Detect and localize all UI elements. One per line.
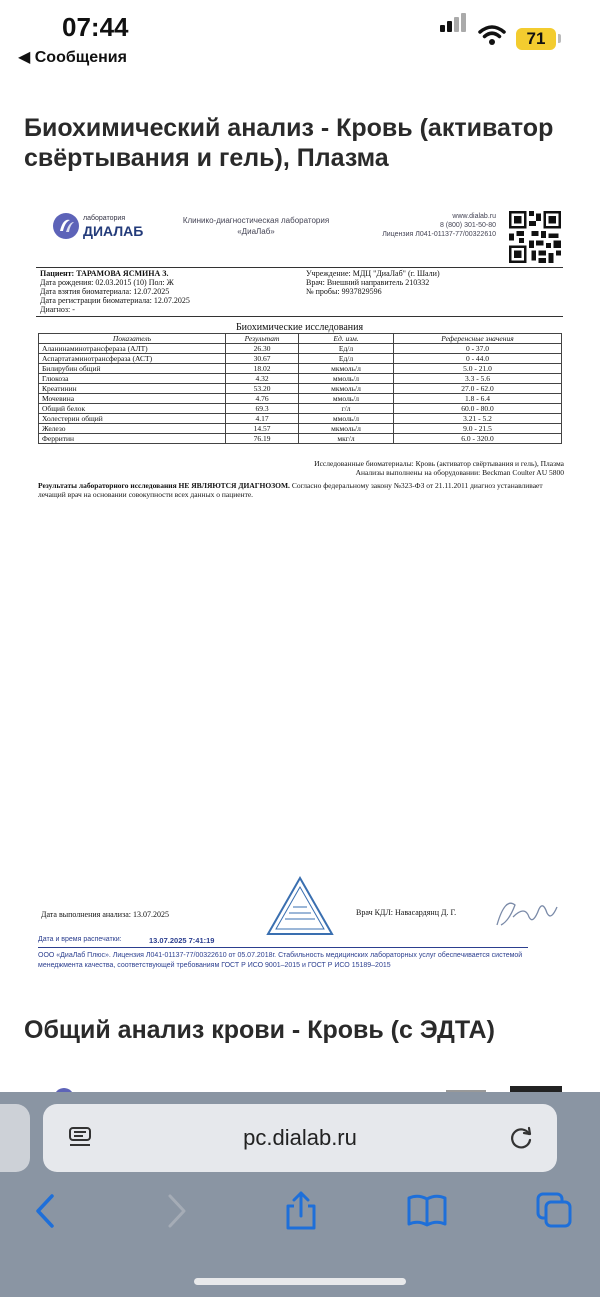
cell-reference: 6.0 - 320.0 bbox=[394, 434, 562, 444]
cell-parameter: Аланинаминотрансфераза (АЛТ) bbox=[39, 344, 226, 354]
tabs-icon[interactable] bbox=[534, 1190, 574, 1230]
table-row bbox=[39, 344, 562, 354]
cell-reference: 0 - 44.0 bbox=[394, 354, 562, 364]
print-datetime: 13.07.2025 7:41:19 bbox=[149, 936, 215, 945]
cell-result: 4.32 bbox=[226, 374, 299, 384]
cell-unit: мкмоль/л bbox=[299, 384, 394, 394]
contact-site: www.dialab.ru bbox=[452, 213, 496, 220]
table-row bbox=[39, 384, 562, 394]
cell-reference: 9.0 - 21.5 bbox=[394, 424, 562, 434]
conclusion bbox=[38, 481, 562, 499]
certification-stamp-icon bbox=[265, 875, 335, 937]
status-bar bbox=[0, 0, 600, 80]
cell-parameter: Общий белок bbox=[39, 404, 226, 414]
execution-date: Дата выполнения анализа: 13.07.2025 bbox=[41, 910, 169, 919]
kdl-doctor: Врач КДЛ: Навасардянц Д. Г. bbox=[356, 908, 457, 917]
lab-description bbox=[171, 215, 341, 237]
previous-tab-peek[interactable] bbox=[0, 1104, 30, 1172]
cell-unit: ммоль/л bbox=[299, 394, 394, 404]
cell-reference: 0 - 37.0 bbox=[394, 344, 562, 354]
forward-icon[interactable] bbox=[162, 1190, 190, 1230]
home-indicator[interactable] bbox=[194, 1278, 406, 1285]
cell-reference: 1.8 - 6.4 bbox=[394, 394, 562, 404]
lab-name: ДИАЛАБ bbox=[83, 223, 144, 239]
cell-result: 30.67 bbox=[226, 354, 299, 364]
divider bbox=[36, 316, 563, 317]
qr-code-icon bbox=[509, 211, 561, 263]
cell-parameter: Аспартатаминотрансфераза (АСТ) bbox=[39, 354, 226, 364]
license-text: ООО «ДиаЛаб Плюс». Лицензия Л041-01137-77/00322610 от 05.07.2018г. Стабильность медицинских лабораторных услуг обеспечивается системой менеджмента качества, соответствующей требованиям ГОСТ Р ИСО 9001–2015 и ГОСТ Р ИСО 15189–2015 bbox=[38, 952, 523, 969]
cell-unit: мкг/л bbox=[299, 434, 394, 444]
column-header: Результат bbox=[226, 334, 299, 344]
cell-unit: мкмоль/л bbox=[299, 424, 394, 434]
cell-reference: 5.0 - 21.0 bbox=[394, 364, 562, 374]
referring-doctor: Врач: Внешний направитель 210332 bbox=[306, 278, 430, 287]
bookmarks-icon[interactable] bbox=[406, 1190, 448, 1230]
cell-reference: 3.3 - 5.6 bbox=[394, 374, 562, 384]
column-header: Ед. изм. bbox=[299, 334, 394, 344]
cell-parameter: Креатинин bbox=[39, 384, 226, 394]
contact-phone: 8 (800) 301-50-80 bbox=[439, 222, 496, 229]
table-row bbox=[39, 394, 562, 404]
print-label: Дата и время распечатки: bbox=[38, 936, 122, 943]
url-text: pc.dialab.ru bbox=[243, 1125, 357, 1150]
section-title: Биохимические исследования bbox=[235, 322, 364, 333]
cell-unit: ммоль/л bbox=[299, 374, 394, 384]
table-row bbox=[39, 404, 562, 414]
reload-icon[interactable] bbox=[509, 1125, 535, 1151]
cell-unit: г/л bbox=[299, 404, 394, 414]
column-header: Показатель bbox=[39, 334, 226, 344]
birth-date: Дата рождения: 02.03.2015 (10) Пол: Ж bbox=[40, 278, 174, 287]
table-row bbox=[39, 434, 562, 444]
conclusion-bold: Результаты лабораторного исследования НЕ ЯВЛЯЮТСЯ ДИАГНОЗОМ. bbox=[38, 481, 290, 490]
table-row bbox=[39, 424, 562, 434]
contact-license: Лицензия Л041-01137-77/00322610 bbox=[382, 231, 496, 238]
dialab-logo-icon bbox=[52, 212, 80, 240]
sample-number: № пробы: 9937829596 bbox=[306, 287, 382, 296]
back-to-messages-link[interactable]: ◀ Сообщения bbox=[18, 49, 127, 66]
address-bar[interactable] bbox=[43, 1104, 557, 1172]
lab-desc-line: Клинико-диагностическая лаборатория bbox=[182, 216, 330, 225]
results-table bbox=[38, 333, 562, 444]
table-row bbox=[39, 374, 562, 384]
lab-desc-line: «ДиаЛаб» bbox=[237, 227, 275, 236]
cell-result: 76.19 bbox=[226, 434, 299, 444]
cell-parameter: Мочевина bbox=[39, 394, 226, 404]
table-header-row bbox=[39, 334, 562, 344]
cell-reference: 27.0 - 62.0 bbox=[394, 384, 562, 394]
column-header: Референсные значения bbox=[394, 334, 562, 344]
clock: 07:44 bbox=[62, 12, 129, 42]
battery-indicator: 71 bbox=[516, 28, 556, 50]
cell-result: 18.02 bbox=[226, 364, 299, 374]
table-row bbox=[39, 354, 562, 364]
cell-parameter: Ферритин bbox=[39, 434, 226, 444]
divider bbox=[36, 267, 563, 268]
cell-result: 4.17 bbox=[226, 414, 299, 424]
share-icon[interactable] bbox=[284, 1190, 318, 1232]
cell-result: 69.3 bbox=[226, 404, 299, 414]
patient-name: Пациент: ТАРАМОВА ЯСМИНА З. bbox=[40, 269, 169, 278]
cell-result: 14.57 bbox=[226, 424, 299, 434]
diagnosis: Диагноз: - bbox=[40, 305, 75, 314]
cell-parameter: Железо bbox=[39, 424, 226, 434]
cell-result: 4.76 bbox=[226, 394, 299, 404]
lab-contacts bbox=[366, 212, 496, 239]
divider bbox=[38, 947, 528, 948]
doctor-signature-icon bbox=[491, 895, 561, 931]
cell-unit: ммоль/л bbox=[299, 414, 394, 424]
back-icon[interactable] bbox=[32, 1190, 60, 1230]
table-row bbox=[39, 414, 562, 424]
lab-label: лаборатория bbox=[83, 215, 126, 222]
cell-parameter: Глюкоза bbox=[39, 374, 226, 384]
wifi-icon bbox=[478, 24, 506, 46]
cell-unit: Ед/л bbox=[299, 354, 394, 364]
equipment-note: Анализы выполнены на оборудовании: Beckman Coulter AU 5800 bbox=[355, 468, 564, 477]
conclusion-text: Согласно федеральному закону №323-ФЗ от 21.11.2011 диагноз устанавливает лечащий врач на основании совокупности всех данных о пациенте. bbox=[38, 481, 543, 499]
registration-date: Дата регистрации биоматериала: 12.07.2025 bbox=[40, 296, 190, 305]
table-row bbox=[39, 364, 562, 374]
document-heading-biochem: Биохимический анализ - Кровь (активатор свёртывания и гель), Плазма bbox=[24, 114, 554, 172]
cell-parameter: Билирубин общий bbox=[39, 364, 226, 374]
materials-note: Исследованные биоматериалы: Кровь (активатор свёртывания и гель), Плазма bbox=[314, 459, 564, 468]
document-heading-cbc: Общий анализ крови - Кровь (с ЭДТА) bbox=[24, 1016, 495, 1044]
cell-parameter: Холестерин общий bbox=[39, 414, 226, 424]
cell-unit: Ед/л bbox=[299, 344, 394, 354]
cell-reference: 60.0 - 80.0 bbox=[394, 404, 562, 414]
battery-tip bbox=[558, 34, 561, 43]
sample-date: Дата взятия биоматериала: 12.07.2025 bbox=[40, 287, 170, 296]
cell-result: 26.30 bbox=[226, 344, 299, 354]
institution: Учреждение: МДЦ "ДиаЛаб" (г. Шали) bbox=[306, 269, 440, 278]
cell-unit: мкмоль/л bbox=[299, 364, 394, 374]
cell-result: 53.20 bbox=[226, 384, 299, 394]
cell-reference: 3.21 - 5.2 bbox=[394, 414, 562, 424]
